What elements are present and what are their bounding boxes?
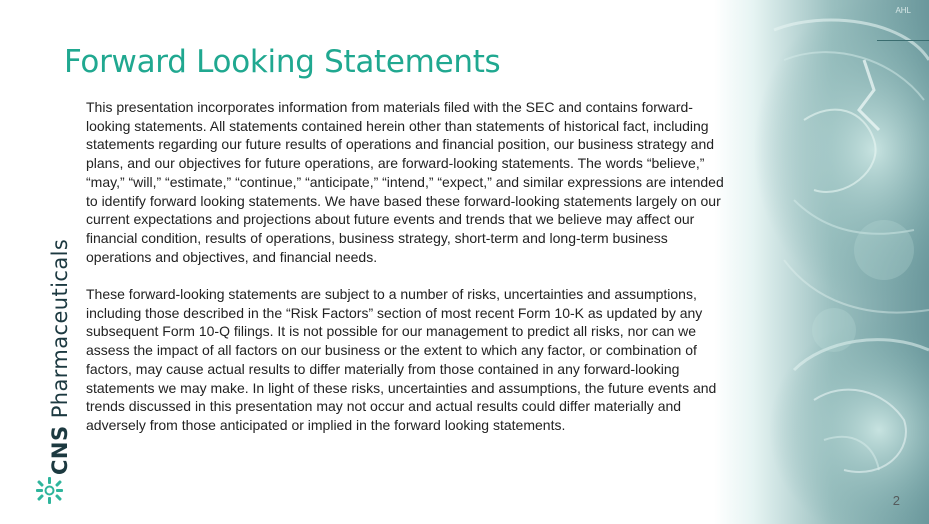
cns-star-logo-icon <box>36 477 63 504</box>
mri-label: AHL <box>895 6 911 15</box>
paragraph-2: These forward-looking statements are subject to a number of risks, uncertainties and assumptions, including those described in the “Risk Factors” section of most recent Form 10-K as updated by any subsequent Form 10-Q filings. It is not possible for our management to predict all risks, nor can we assess the impact of all factors on our business or the extent to which any factor, or combination of factors, may cause actual results to differ materially from those contained in any forward-looking statements we may make. In light of these risks, uncertainties and assumptions, the future events and trends discussed in this presentation may not occur and actual results could differ materially and adversely from those anticipated or implied in the forward looking statements. <box>86 286 717 433</box>
slide-title: Forward Looking Statements <box>64 44 501 80</box>
mri-rule <box>877 40 929 41</box>
page-number: 2 <box>892 493 900 508</box>
paragraph-1: This presentation incorporates information from materials filed with the SEC and contains forward-looking statements. All statements contained herein other than statements of historical fact, including statements regarding our future results of operations and financial position, our business strategy and plans, and our objectives for future operations, are forward-looking statements. The words “believe,” “may,” “will,” “estimate,” “continue,” “anticipate,” “intend,” “expect,” and similar expressions are intended to identify forward looking statements. We have based these forward-looking statements largely on our current expectations and projections about future events and trends that we believe may affect our financial condition, results of operations, business strategy, short-term and long-term business operations and objectives, and financial needs. <box>86 99 724 265</box>
company-logo-text <box>48 239 72 475</box>
logo-brand-rest: Pharmaceuticals <box>48 238 72 426</box>
logo-brand-bold: CNS <box>48 425 72 475</box>
brain-mri-image <box>714 0 929 524</box>
body-text <box>86 98 731 453</box>
brain-mri-graphic <box>714 0 929 524</box>
